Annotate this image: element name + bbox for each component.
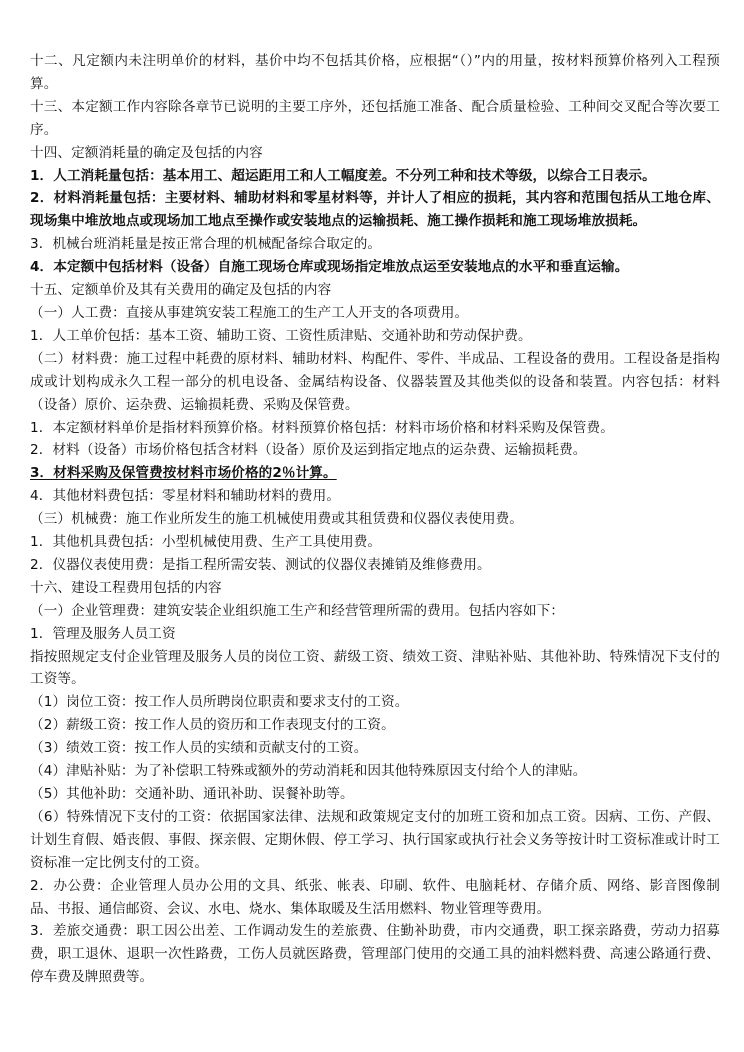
document-body: [30, 50, 720, 989]
paragraph: 指按照规定支付企业管理及服务人员的岗位工资、薪级工资、绩效工资、津贴补贴、其他补助、特殊情况下支付的工资等。: [30, 648, 720, 688]
paragraph: （4）津贴补贴：为了补偿职工特殊或额外的劳动消耗和因其他特殊原因支付给个人的津贴。: [30, 763, 587, 780]
paragraph: （三）机械费：施工作业所发生的施工机械使用费或其租赁费和仪器仪表使用费。: [30, 511, 523, 528]
paragraph: （1）岗位工资：按工作人员所聘岗位职责和要求支付的工资。: [30, 694, 409, 711]
paragraph: （5）其他补助：交通补助、通讯补助、误餐补助等。: [30, 786, 354, 802]
paragraph: 1．人工消耗量包括：基本用工、超运距用工和人工幅度差。不分列工种和技术等级，以综合工日表示。: [30, 167, 656, 184]
paragraph: 4．本定额中包括材料（设备）自施工现场仓库或现场指定堆放点运至安装地点的水平和垂直运输。: [30, 259, 629, 276]
paragraph: （二）材料费：施工过程中耗费的原材料、辅助材料、构配件、零件、半成品、工程设备的费用。工程设备是指构成或计划构成永久工程一部分的机电设备、金属结构设备、仪器装置及其他类似的设备和装置。内容包括：材料（设备）原价、运杂费、运输损耗费、采购及保管费。: [30, 350, 720, 413]
paragraph: 4．其他材料费包括：零星材料和辅助材料的费用。: [30, 488, 341, 505]
paragraph: 2．办公费：企业管理人员办公用的文具、纸张、帐表、印刷、软件、电脑耗材、存储介质、网络、影音图像制品、书报、通信邮资、会议、水电、烧水、集体取暖及生活用燃料、物业管理等费用。: [30, 877, 720, 917]
paragraph: （一）人工费：直接从事建筑安装工程施工的生产工人开支的各项费用。: [30, 304, 469, 321]
paragraph: 1．人工单价包括：基本工资、辅助工资、工资性质津贴、交通补助和劳动保护费。: [30, 327, 532, 344]
paragraph: 十二、凡定额内未注明单价的材料，基价中均不包括其价格，应根据“（）”内的用量，按材料预算价格列入工程预算。: [30, 53, 720, 92]
paragraph: （6）特殊情况下支付的工资：依据国家法律、法规和政策规定支付的加班工资和加点工资。因病、工伤、产假、计划生育假、婚丧假、事假、探亲假、定期休假、停工学习、执行国家或执行社会义务等按计时工资标准或计时工资标准一定比例支付的工资。: [30, 808, 720, 871]
paragraph: 2．仪器仪表使用费：是指工程所需安装、测试的仪器仪表摊销及维修费用。: [30, 556, 491, 573]
paragraph: 3．机械台班消耗量是按正常合理的机械配备综合取定的。: [30, 236, 382, 253]
paragraph: （3）绩效工资：按工作人员的实绩和贡献支付的工资。: [30, 740, 368, 757]
paragraph: 十三、本定额工作内容除各章节已说明的主要工序外，还包括施工准备、配合质量检验、工种间交叉配合等次要工序。: [30, 98, 720, 138]
paragraph: （一）企业管理费：建筑安装企业组织施工生产和经营管理所需的费用。包括内容如下：: [30, 602, 565, 619]
paragraph: 1．本定额材料单价是指材料预算价格。材料预算价格包括：材料市场价格和材料采购及保管费。: [30, 419, 614, 436]
paragraph: 十五、定额单价及其有关费用的确定及包括的内容: [30, 282, 332, 299]
paragraph: 3．材料采购及保管费按材料市场价格的2％计算。: [30, 465, 337, 482]
paragraph: 2．材料消耗量包括：主要材料、辅助材料和零星材料等，并计人了相应的损耗，其内容和范围包括从工地仓库、现场集中堆放地点或现场加工地点至操作或安装地点的运输损耗、施工操作损耗和施工现场堆放损耗。: [30, 190, 720, 230]
paragraph: 1．其他机具费包括：小型机械使用费、生产工具使用费。: [30, 534, 382, 551]
paragraph: 3．差旅交通费：职工因公出差、工作调动发生的差旅费、住勤补助费，市内交通费，职工探亲路费，劳动力招募费，职工退休、退职一次性路费，工伤人员就医路费，管理部门使用的交通工具的油料燃料费、高速公路通行费、停车费及牌照费等。: [30, 923, 720, 986]
paragraph: 十四、定额消耗量的确定及包括的内容: [30, 144, 263, 161]
paragraph: （2）薪级工资：按工作人员的资历和工作表现支付的工资。: [30, 717, 395, 734]
paragraph: 1．管理及服务人员工资: [30, 625, 176, 642]
paragraph: 十六、建设工程费用包括的内容: [30, 579, 222, 596]
paragraph: 2．材料（设备）市场价格包括含材料（设备）原价及运到指定地点的运杂费、运输损耗费。: [30, 442, 587, 459]
